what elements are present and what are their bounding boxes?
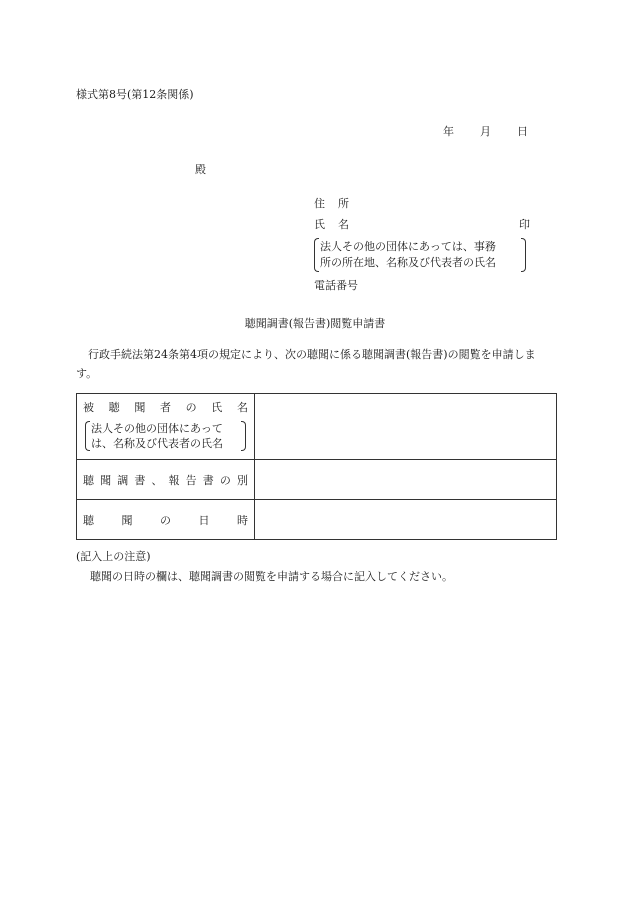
label-char: 時: [237, 513, 248, 527]
table-row: [77, 460, 557, 500]
hearing-datetime-label: [83, 512, 248, 528]
respondent-label-cell: [77, 394, 255, 460]
label-char: 聴: [108, 400, 120, 414]
label-char: 聞: [100, 473, 112, 487]
table-row: [77, 500, 557, 540]
label-char: 告: [185, 473, 197, 487]
respondent-corp-note: [83, 421, 248, 451]
label-char: 聴: [83, 473, 94, 487]
date-line: [443, 123, 528, 139]
form-number: 様式第8号(第12条関係): [76, 88, 194, 101]
date-month: 月: [480, 125, 491, 138]
info-table: [76, 393, 557, 540]
label-char: 聴: [83, 513, 94, 527]
corporate-note: [314, 238, 526, 272]
hearing-datetime-label-cell: [77, 500, 255, 540]
name-row: [314, 216, 530, 237]
respondent-corp-note-line2: は、名称及び代表者の氏名: [91, 436, 223, 450]
label-char: 書: [202, 473, 214, 487]
date-day: 日: [517, 125, 528, 138]
record-type-value-cell[interactable]: [255, 460, 557, 500]
record-type-label-cell: [77, 460, 255, 500]
document-title: 聴聞調書(報告書)閲覧申請書: [244, 317, 386, 330]
address-row: [314, 195, 530, 216]
addressee-suffix: 殿: [195, 163, 206, 176]
label-char: 別: [236, 473, 248, 487]
corporate-note-line1: 法人その他の団体にあっては、事務: [320, 240, 496, 253]
name-label-1: 氏: [314, 218, 325, 231]
label-char: 名: [236, 400, 248, 414]
respondent-value-cell[interactable]: [255, 394, 557, 460]
record-type-label: [83, 472, 248, 488]
address-label-2: 所: [338, 197, 349, 210]
label-char: 、: [151, 473, 163, 487]
label-char: 報: [168, 473, 180, 487]
date-year: 年: [443, 125, 454, 138]
hearing-datetime-value-cell[interactable]: [255, 500, 557, 540]
body-text: 行政手続法第24条第4項の規定により、次の聴聞に係る聴聞調書(報告書)の閲覧を申請します。: [76, 348, 536, 380]
address-label-1: 住: [314, 197, 325, 210]
notes-text: 聴聞の日時の欄は、聴聞調書の閲覧を申請する場合に記入してください。: [90, 570, 453, 583]
notes-heading: (記入上の注意): [76, 550, 151, 563]
name-label-2: 名: [338, 218, 349, 231]
label-char: 書: [134, 473, 146, 487]
label-char: の: [160, 513, 171, 527]
seal-mark: 印: [519, 218, 530, 231]
label-char: 調: [117, 473, 129, 487]
label-char: 氏: [211, 400, 223, 414]
respondent-label: [83, 399, 248, 415]
label-char: の: [219, 473, 231, 487]
respondent-corp-note-line1: 法人その他の団体にあって: [91, 421, 223, 435]
phone-label: 電話番号: [314, 279, 358, 292]
table-row: [77, 394, 557, 460]
label-char: 聞: [134, 400, 146, 414]
label-char: 者: [159, 400, 171, 414]
corporate-note-line2: 所の所在地、名称及び代表者の氏名: [320, 256, 496, 269]
applicant-block: [314, 195, 530, 293]
label-char: 日: [198, 513, 210, 527]
label-char: 被: [83, 400, 94, 414]
label-char: の: [185, 400, 197, 414]
label-char: 聞: [121, 513, 133, 527]
